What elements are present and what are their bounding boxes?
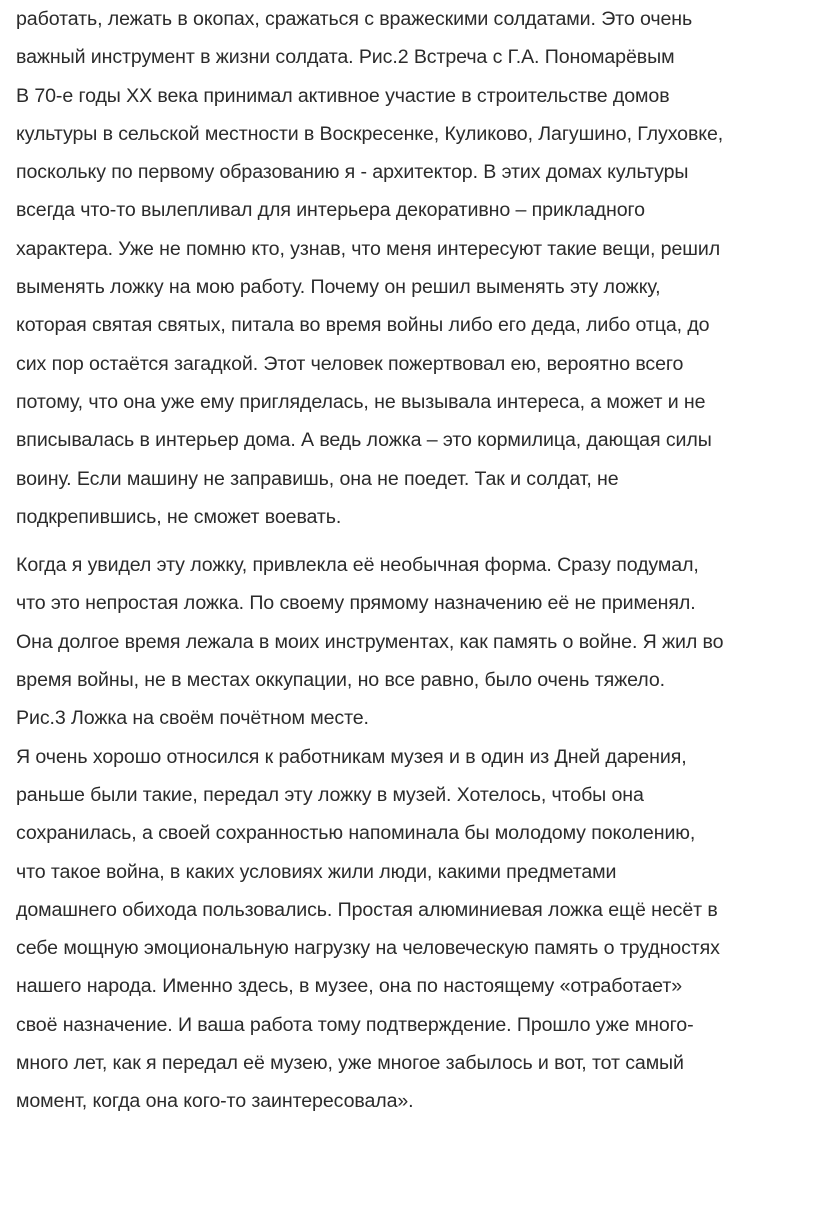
text-line: нашего народа. Именно здесь, в музее, она по настоящему «отработает» — [16, 975, 682, 998]
text-line: Она долгое время лежала в моих инструментах, как память о войне. Я жил во — [16, 630, 724, 653]
text-line: своё назначение. И ваша работа тому подтверждение. Прошло уже много- — [16, 1013, 694, 1036]
text-line: важный инструмент в жизни солдата. Рис.2 Встреча с Г.А. Пономарёвым — [16, 46, 675, 69]
paragraph-spacing — [16, 536, 816, 546]
text-line: воину. Если машину не заправишь, она не поедет. Так и солдат, не — [16, 467, 619, 490]
text-line: много лет, как я передал её музею, уже многое забылось и вот, тот самый — [16, 1052, 684, 1075]
paragraph-1 — [16, 0, 816, 536]
text-line: момент, когда она кого-то заинтересовала». — [16, 1090, 414, 1113]
text-line: время войны, не в местах оккупации, но все равно, было очень тяжело. — [16, 669, 665, 692]
text-line: которая святая святых, питала во время войны либо его деда, либо отца, до — [16, 314, 710, 337]
text-line: сих пор остаётся загадкой. Этот человек пожертвовал ею, вероятно всего — [16, 352, 684, 375]
text-line: что это непростая ложка. По своему прямому назначению её не применял. — [16, 592, 696, 615]
text-line: В 70-е годы XX века принимал активное участие в строительстве домов — [16, 84, 670, 107]
text-line: себе мощную эмоциональную нагрузку на человеческую память о трудностях — [16, 937, 720, 960]
text-line: выменять ложку на мою работу. Почему он решил выменять эту ложку, — [16, 276, 661, 299]
figure-caption: Рис.3 Ложка на своём почётном месте. — [16, 707, 369, 730]
text-line: вписывалась в интерьер дома. А ведь ложка – это кормилица, дающая силы — [16, 429, 712, 452]
text-line: всегда что-то вылепливал для интерьера декоративно – прикладного — [16, 199, 645, 222]
text-line: Когда я увидел эту ложку, привлекла её необычная форма. Сразу подумал, — [16, 554, 699, 577]
text-line: потому, что она уже ему пригляделась, не вызывала интереса, а может и не — [16, 390, 706, 413]
document-body — [16, 0, 816, 1121]
text-line: подкрепившись, не сможет воевать. — [16, 505, 342, 528]
text-line: характера. Уже не помню кто, узнав, что меня интересуют такие вещи, решил — [16, 237, 721, 260]
text-line: работать, лежать в окопах, сражаться с вражескими солдатами. Это очень — [16, 8, 693, 30]
text-line: культуры в сельской местности в Воскресенке, Куликово, Лагушино, Глуховке, — [16, 122, 724, 145]
text-line: что такое война, в каких условиях жили люди, какими предметами — [16, 860, 617, 883]
text-line: домашнего обихода пользовались. Простая алюминиевая ложка ещё несёт в — [16, 898, 718, 921]
paragraph-2 — [16, 546, 816, 1120]
text-line: сохранилась, а своей сохранностью напоминала бы молодому поколению, — [16, 822, 696, 845]
text-line: раньше были такие, передал эту ложку в музей. Хотелось, чтобы она — [16, 783, 644, 806]
text-line: поскольку по первому образованию я - архитектор. В этих домах культуры — [16, 161, 689, 184]
text-line: Я очень хорошо относился к работникам музея и в один из Дней дарения, — [16, 745, 687, 768]
